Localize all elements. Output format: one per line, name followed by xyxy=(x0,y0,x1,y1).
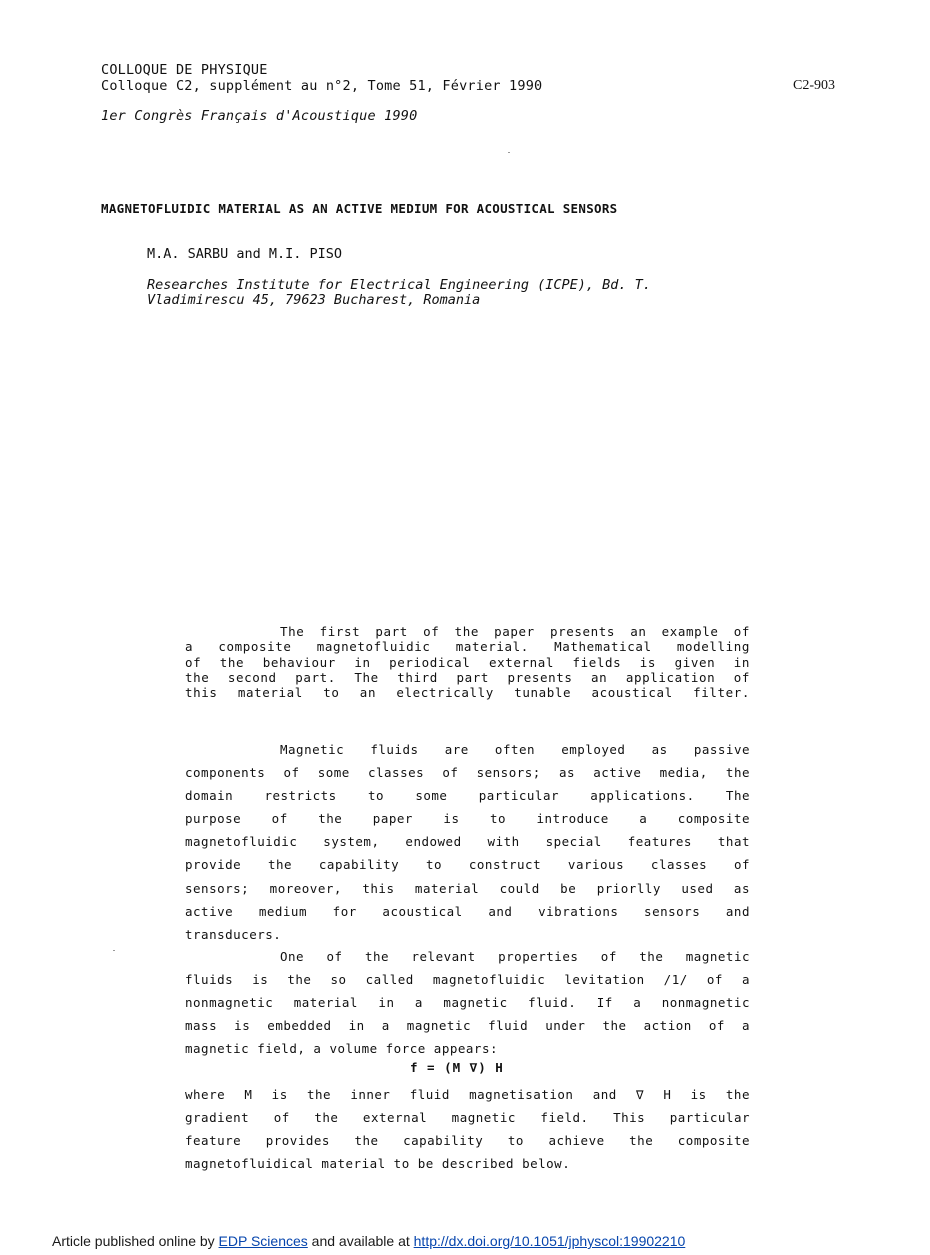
body-line: nonmagnetic material in a magnetic fluid. If a nonmagnetic xyxy=(185,995,750,1011)
body-line: transducers. xyxy=(185,926,282,942)
paper-authors: M.A. SARBU and M.I. PISO xyxy=(147,246,343,262)
body-line: feature provides the capability to achieve the composite xyxy=(185,1133,750,1149)
affiliation-line-1: Researches Institute for Electrical Engineering (ICPE), Bd. T. xyxy=(147,277,651,293)
body-line: fluids is the so called magnetofluidic levitation /1/ of a xyxy=(185,972,750,988)
volume-force-formula: f = (M ∇) H xyxy=(410,1060,504,1075)
page-number: C2-903 xyxy=(793,78,835,93)
abstract-line: the second part. The third part presents an application of xyxy=(185,669,750,685)
footer-prefix: Article published online by xyxy=(52,1233,215,1249)
body-line: sensors; moreover, this material could be priorlly used as xyxy=(185,880,750,896)
body-line: One of the relevant properties of the magnetic xyxy=(280,949,750,964)
body-line: components of some classes of sensors; as active media, the xyxy=(185,765,750,781)
journal-issue: Colloque C2, supplément au n°2, Tome 51, Février 1990 xyxy=(101,78,543,94)
body-line: magnetic field, a volume force appears: xyxy=(185,1041,498,1057)
congress-name: 1er Congrès Français d'Acoustique 1990 xyxy=(101,108,418,124)
body-line: gradient of the external magnetic field. This particular xyxy=(185,1110,750,1126)
body-line: magnetofluidic system, endowed with special features that xyxy=(185,834,750,850)
body-paragraph-1 xyxy=(185,738,750,946)
body-line: active medium for acoustical and vibrations sensors and xyxy=(185,903,750,919)
footer-middle: and available at xyxy=(311,1233,410,1249)
publication-footer xyxy=(52,1233,685,1249)
scan-speck xyxy=(508,152,510,153)
journal-name: COLLOQUE DE PHYSIQUE xyxy=(101,62,268,78)
body-line: magnetofluidical material to be described below. xyxy=(185,1156,571,1172)
body-line: mass is embedded in a magnetic fluid under the action of a xyxy=(185,1018,750,1034)
abstract-line: of the behaviour in periodical external fields is given in xyxy=(185,654,750,670)
body-line: where M is the inner fluid magnetisation and ∇ H is the xyxy=(185,1087,750,1102)
paper-title: MAGNETOFLUIDIC MATERIAL AS AN ACTIVE MEDIUM FOR ACOUSTICAL SENSORS xyxy=(101,201,618,216)
abstract-line: The first part of the paper presents an example of xyxy=(280,624,750,639)
doi-link[interactable]: http://dx.doi.org/10.1051/jphyscol:19902210 xyxy=(413,1233,686,1249)
scan-speck xyxy=(113,950,115,951)
body-line: purpose of the paper is to introduce a composite xyxy=(185,811,750,827)
affiliation-line-2: Vladimirescu 45, 79623 Bucharest, Romania xyxy=(147,292,481,308)
abstract-line: a composite magnetofluidic material. Mathematical modelling xyxy=(185,639,750,655)
body-line: domain restricts to some particular applications. The xyxy=(185,788,750,804)
body-paragraph-2 xyxy=(185,945,750,1060)
edp-sciences-link[interactable]: EDP Sciences xyxy=(218,1233,308,1249)
abstract xyxy=(185,624,750,700)
body-line: provide the capability to construct various classes of xyxy=(185,857,750,873)
abstract-line: this material to an electrically tunable acoustical filter. xyxy=(185,685,750,701)
body-line: Magnetic fluids are often employed as passive xyxy=(280,742,750,757)
body-paragraph-3 xyxy=(185,1083,750,1175)
